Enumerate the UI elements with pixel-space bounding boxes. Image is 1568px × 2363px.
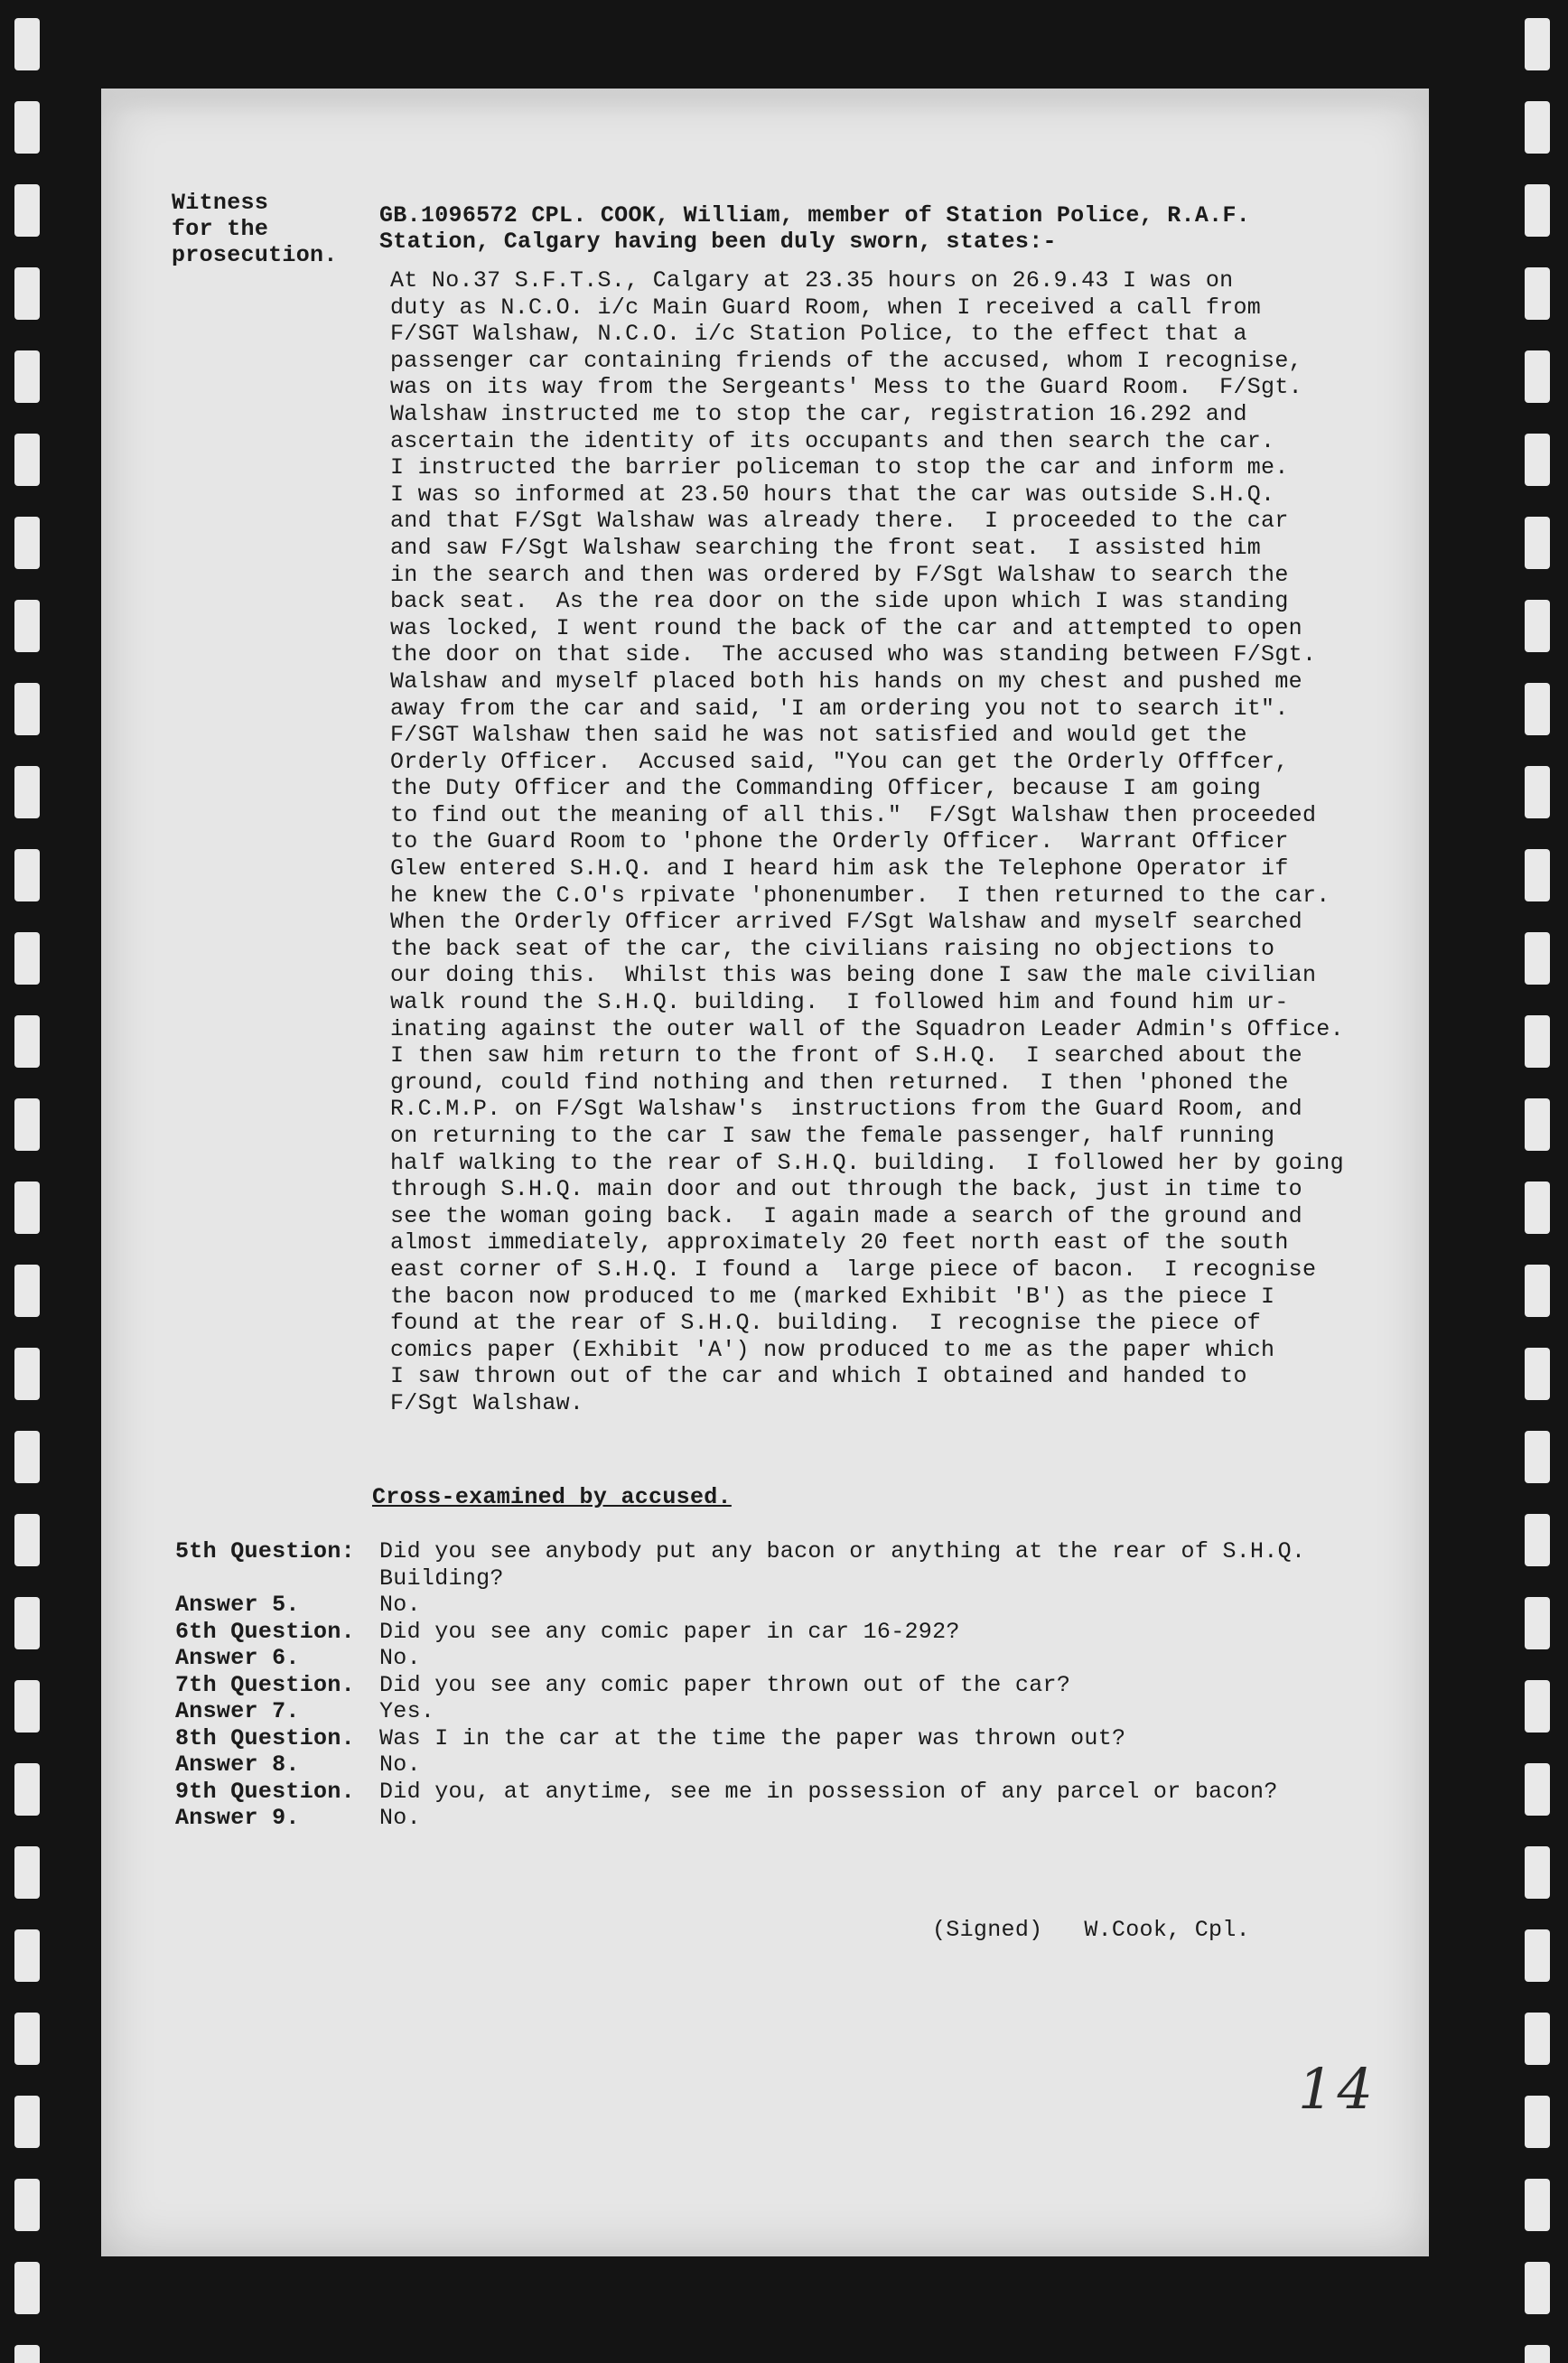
film-perforation (14, 1514, 40, 1566)
film-perforation (14, 1015, 40, 1068)
question-label: 6th Question. (175, 1618, 355, 1645)
film-perforation (14, 2345, 40, 2363)
statement-body (390, 267, 1344, 1417)
film-perforation (14, 1929, 40, 1982)
film-perforation (1525, 101, 1550, 154)
film-perforation (14, 1431, 40, 1483)
statement-line: almost immediately, approximately 20 feet north east of the south (390, 1229, 1289, 1256)
witness-label-line: prosecution. (172, 242, 338, 268)
statement-line: the Duty Officer and the Commanding Officer, because I am going (390, 775, 1262, 802)
film-perforations-right (1521, 0, 1557, 2363)
film-perforation (14, 434, 40, 486)
film-perforation (14, 1680, 40, 1733)
question-label: Answer 5. (175, 1592, 300, 1618)
film-perforation (1525, 18, 1550, 70)
question-text: Did you see any comic paper in car 16-292? (379, 1618, 960, 1645)
film-perforation (1525, 517, 1550, 569)
statement-line: ascertain the identity of its occupants and then search the car. (390, 427, 1275, 454)
question-text: No. (379, 1645, 421, 1671)
witness-label-line: for the (172, 216, 269, 242)
statement-line: ground, could find nothing and then returned. I then 'phoned the (390, 1069, 1289, 1096)
witness-header (379, 202, 1250, 255)
film-perforation (1525, 2096, 1550, 2148)
statement-line: F/SGT Walshaw then said he was not satisfied and would get the (390, 722, 1247, 749)
film-perforation (14, 267, 40, 320)
question-label: Answer 8. (175, 1751, 300, 1778)
statement-line: When the Orderly Officer arrived F/Sgt Walshaw and myself searched (390, 909, 1302, 936)
film-perforation (14, 2013, 40, 2065)
film-perforation (14, 1265, 40, 1317)
statement-line: was locked, I went round the back of the car and attempted to open (390, 614, 1302, 641)
document-page (101, 89, 1429, 2256)
film-perforation (14, 1597, 40, 1649)
statement-line: the bacon now produced to me (marked Exhibit 'B') as the piece I (390, 1283, 1275, 1310)
statement-line: found at the rear of S.H.Q. building. I recognise the piece of (390, 1310, 1262, 1337)
film-perforation (14, 1348, 40, 1400)
statement-line: our doing this. Whilst this was being done I saw the male civilian (390, 962, 1317, 989)
statement-line: the back seat of the car, the civilians raising no objections to (390, 935, 1275, 962)
statement-line: I then saw him return to the front of S.H.Q. I searched about the (390, 1042, 1302, 1069)
statement-line: to find out the meaning of all this." F/Sgt Walshaw then proceeded (390, 801, 1317, 828)
film-perforation (1525, 2262, 1550, 2314)
question-text: Did you, at anytime, see me in possession of any parcel or bacon? (379, 1778, 1278, 1805)
film-perforation (14, 1763, 40, 1816)
film-perforation (14, 101, 40, 154)
question-label: 7th Question. (175, 1671, 355, 1698)
question-label: Answer 7. (175, 1698, 300, 1724)
film-perforation (1525, 267, 1550, 320)
statement-line: the door on that side. The accused who was standing between F/Sgt. (390, 641, 1317, 668)
statement-line: duty as N.C.O. i/c Main Guard Room, when I received a call from (390, 294, 1262, 321)
film-perforation (1525, 600, 1550, 652)
film-perforation (1525, 932, 1550, 985)
film-perforation (14, 600, 40, 652)
question-text: Did you see anybody put any bacon or anything at the rear of S.H.Q. (379, 1538, 1306, 1564)
film-perforation (1525, 1514, 1550, 1566)
film-perforation (1525, 350, 1550, 403)
statement-line: I instructed the barrier policeman to stop the car and inform me. (390, 454, 1289, 481)
film-perforation (1525, 1265, 1550, 1317)
question-label: 8th Question. (175, 1724, 355, 1751)
film-perforation (14, 18, 40, 70)
question-label: 9th Question. (175, 1778, 355, 1805)
question-text: Yes. (379, 1698, 435, 1724)
statement-line: and saw F/Sgt Walshaw searching the front seat. I assisted him (390, 534, 1262, 561)
question-text: Was I in the car at the time the paper was thrown out? (379, 1724, 1126, 1751)
statement-line: half walking to the rear of S.H.Q. building. I followed her by going (390, 1149, 1344, 1176)
film-perforation (1525, 1098, 1550, 1151)
film-perforation (1525, 1431, 1550, 1483)
statement-line: he knew the C.O's rpivate 'phonenumber. I then returned to the car. (390, 882, 1330, 909)
film-perforation (1525, 1015, 1550, 1068)
statement-line: Walshaw instructed me to stop the car, registration 16.292 and (390, 400, 1247, 427)
header-line: GB.1096572 CPL. COOK, William, member of Station Police, R.A.F. (379, 202, 1251, 229)
film-perforation (1525, 1763, 1550, 1816)
header-line: Station, Calgary having been duly sworn, states:- (379, 229, 1057, 255)
statement-line: Walshaw and myself placed both his hands on my chest and pushed me (390, 668, 1302, 695)
statement-line: Orderly Officer. Accused said, "You can get the Orderly Offfcer, (390, 748, 1289, 775)
statement-line: I saw thrown out of the car and which I obtained and handed to (390, 1363, 1247, 1390)
film-perforation (14, 2096, 40, 2148)
statement-line: east corner of S.H.Q. I found a large piece of bacon. I recognise (390, 1256, 1317, 1283)
question-text: Building? (379, 1564, 504, 1592)
film-perforation (1525, 1348, 1550, 1400)
statement-line: to the Guard Room to 'phone the Orderly Officer. Warrant Officer (390, 828, 1289, 855)
statement-line: F/SGT Walshaw, N.C.O. i/c Station Police, to the effect that a (390, 321, 1247, 348)
statement-line: inating against the outer wall of the Squadron Leader Admin's Office. (390, 1015, 1344, 1042)
page-number: 14 (1298, 2056, 1377, 2122)
film-perforation (14, 1182, 40, 1234)
film-perforation (14, 932, 40, 985)
film-perforation (1525, 2345, 1550, 2363)
film-perforation (14, 517, 40, 569)
film-perforation (1525, 1929, 1550, 1982)
statement-line: I was so informed at 23.50 hours that the car was outside S.H.Q. (390, 481, 1275, 508)
film-perforation (14, 1098, 40, 1151)
witness-label (172, 190, 338, 268)
film-perforation (1525, 1846, 1550, 1899)
film-perforation (14, 849, 40, 901)
film-perforations-left (11, 0, 47, 2363)
film-perforation (1525, 2179, 1550, 2231)
film-perforation (14, 350, 40, 403)
statement-line: walk round the S.H.Q. building. I followed him and found him ur- (390, 989, 1289, 1016)
statement-line: R.C.M.P. on F/Sgt Walshaw's instructions from the Guard Room, and (390, 1096, 1302, 1123)
statement-line: see the woman going back. I again made a search of the ground and (390, 1202, 1302, 1229)
statement-line: Glew entered S.H.Q. and I heard him ask the Telephone Operator if (390, 855, 1289, 883)
question-text: No. (379, 1751, 421, 1778)
film-perforation (1525, 2013, 1550, 2065)
film-perforation (1525, 184, 1550, 237)
statement-line: and that F/Sgt Walshaw was already there. I proceeded to the car (390, 508, 1289, 535)
statement-line: At No.37 S.F.T.S., Calgary at 23.35 hours on 26.9.43 I was on (390, 267, 1234, 294)
question-label: Answer 9. (175, 1805, 300, 1831)
signature-line: (Signed) W.Cook, Cpl. (932, 1917, 1250, 1943)
statement-line: was on its way from the Sergeants' Mess to the Guard Room. F/Sgt. (390, 374, 1302, 401)
statement-line: on returning to the car I saw the female passenger, half running (390, 1123, 1275, 1149)
question-text: No. (379, 1805, 421, 1831)
question-text: Did you see any comic paper thrown out of the car? (379, 1671, 1071, 1698)
statement-line: comics paper (Exhibit 'A') now produced to me as the paper which (390, 1336, 1275, 1363)
film-perforation (14, 2262, 40, 2314)
statement-line: away from the car and said, 'I am ordering you not to search it". (390, 695, 1289, 722)
question-label: Answer 6. (175, 1645, 300, 1671)
statement-line: in the search and then was ordered by F/Sgt Walshaw to search the (390, 561, 1289, 588)
film-perforation (14, 1846, 40, 1899)
statement-line: passenger car containing friends of the accused, whom I recognise, (390, 347, 1302, 374)
cross-examination-heading: Cross-examined by accused. (372, 1484, 732, 1510)
film-perforation (14, 766, 40, 818)
statement-line: back seat. As the rea door on the side upon which I was standing (390, 588, 1289, 615)
film-perforation (1525, 849, 1550, 901)
film-perforation (14, 2179, 40, 2231)
witness-label-line: Witness (172, 190, 269, 216)
statement-line: F/Sgt Walshaw. (390, 1389, 584, 1416)
film-perforation (14, 683, 40, 735)
question-text: No. (379, 1592, 421, 1618)
page-edge-shadow (101, 89, 1429, 116)
film-perforation (1525, 434, 1550, 486)
film-perforation (1525, 1597, 1550, 1649)
question-label: 5th Question: (175, 1538, 355, 1564)
film-perforation (1525, 683, 1550, 735)
statement-line: through S.H.Q. main door and out through the back, just in time to (390, 1176, 1302, 1203)
film-perforation (1525, 766, 1550, 818)
film-perforation (1525, 1182, 1550, 1234)
film-perforation (1525, 1680, 1550, 1733)
film-perforation (14, 184, 40, 237)
